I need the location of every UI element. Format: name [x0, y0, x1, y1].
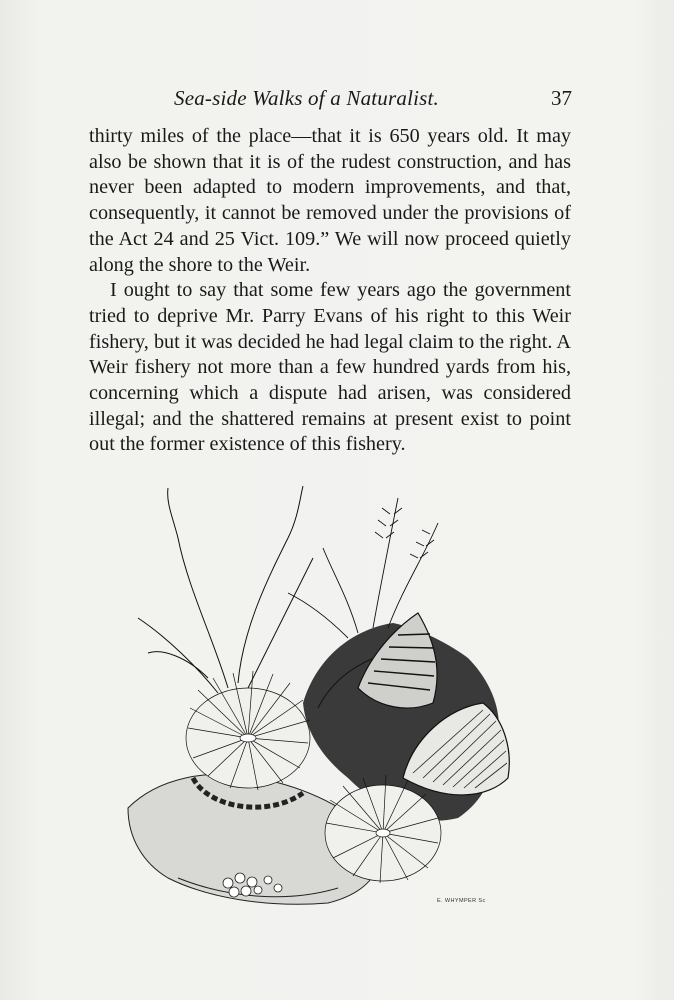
page-header	[90, 86, 580, 114]
paragraph: I ought to say that some few years ago the government tried to deprive Mr. Parry Evans of his right to this Weir fishery, but it was decided he had legal claim to the right. A Weir fishery not more than a few hundred yards from his, concerning which a dispute had arisen, was considered illegal; and the shattered remains at present exist to point out the former existence of this fishery.	[89, 279, 571, 456]
page-number: 37	[551, 86, 572, 110]
seaweed-fronds	[138, 486, 313, 693]
paragraph: thirty miles of the place—that it is 650 years old. It may also be shown that it is of the rudest construction, and has never been adapted to modern improvements, and that, consequently, it cannot be removed under the provisions of the Act 24 and 25 Vict. 109.” We will now proceed quietly along the shore to the Weir.	[89, 125, 571, 276]
body-text	[89, 124, 571, 458]
engraver-signature: E. WHYMPER Sc	[437, 898, 486, 904]
engraved-illustration-sea-anemones	[118, 478, 548, 918]
running-title: Sea-side Walks of a Naturalist.	[174, 86, 440, 110]
